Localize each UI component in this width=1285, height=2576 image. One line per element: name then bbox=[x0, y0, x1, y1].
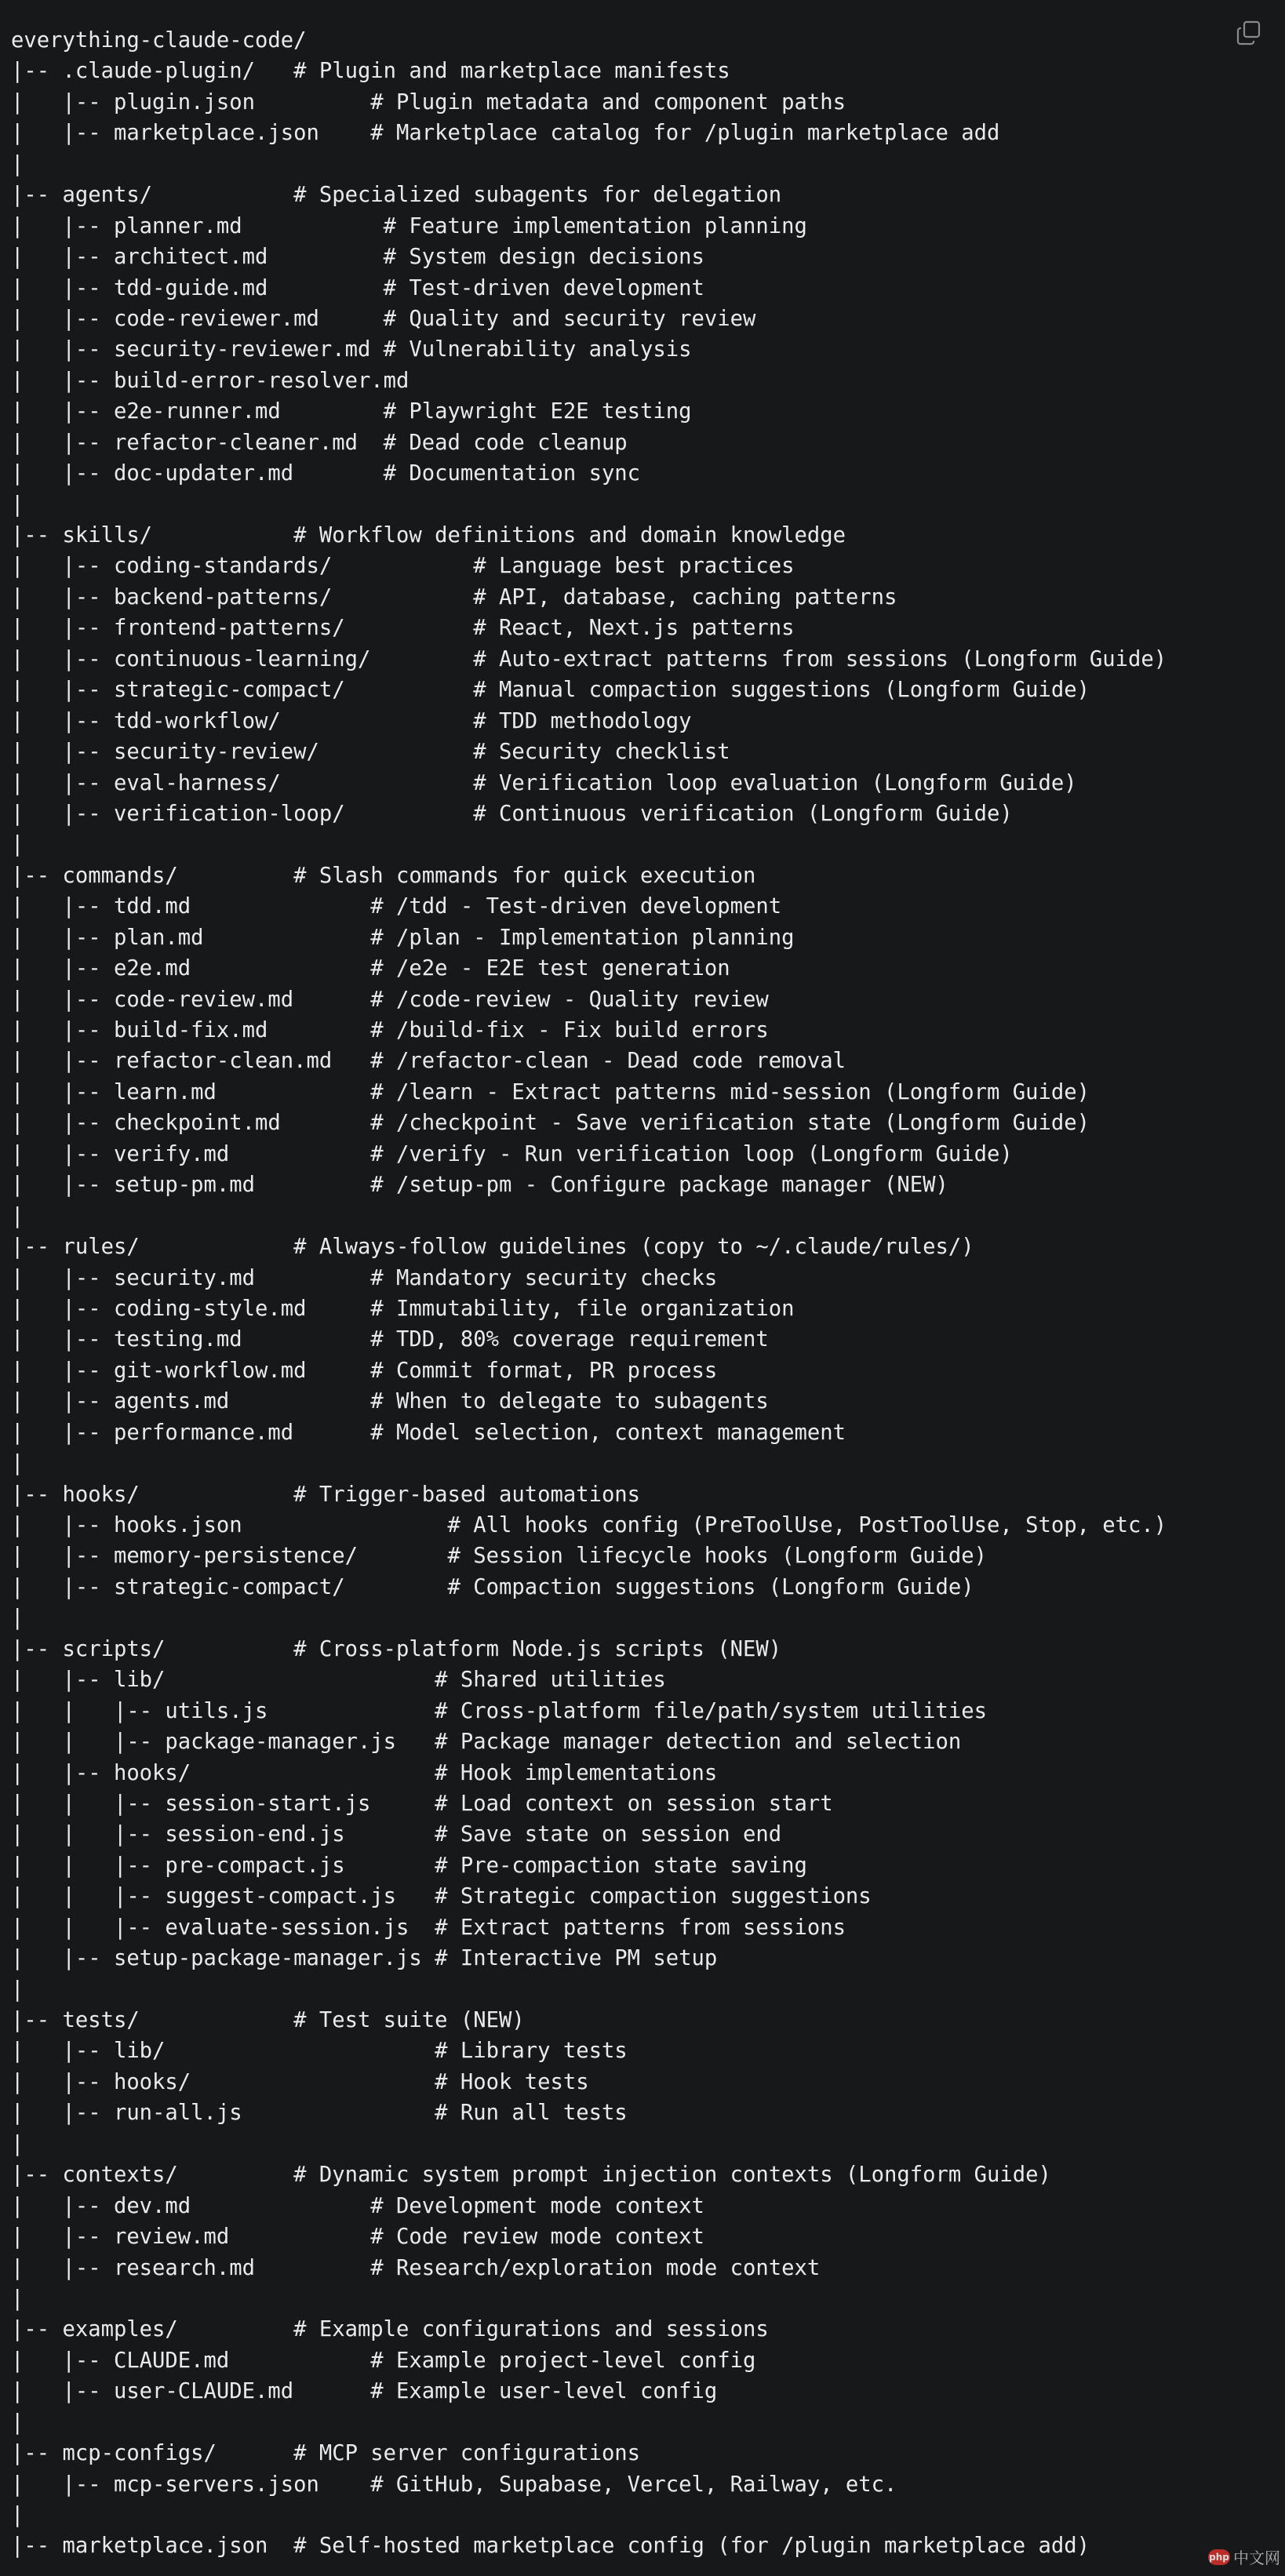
tree-line: | |-- dev.md # Development mode context bbox=[11, 2193, 704, 2218]
tree-line: | |-- plan.md # /plan - Implementation planning bbox=[11, 925, 795, 950]
tree-line: | |-- review.md # Code review mode context bbox=[11, 2225, 704, 2250]
tree-line: | |-- run-all.js # Run all tests bbox=[11, 2101, 628, 2126]
tree-line: | | |-- evaluate-session.js # Extract patterns from sessions bbox=[11, 1915, 846, 1940]
tree-line: | |-- hooks/ # Hook tests bbox=[11, 2069, 589, 2094]
tree-line: | |-- code-review.md # /code-review - Quality review bbox=[11, 987, 769, 1012]
tree-line: | | |-- session-start.js # Load context on session start bbox=[11, 1791, 833, 1816]
tree-line: | |-- git-workflow.md # Commit format, PR process bbox=[11, 1358, 718, 1383]
tree-line: | |-- marketplace.json # Marketplace catalog for /plugin marketplace add bbox=[11, 121, 1000, 146]
tree-line: | bbox=[11, 492, 24, 517]
tree-line: | |-- refactor-clean.md # /refactor-clean - Dead code removal bbox=[11, 1049, 846, 1074]
tree-line: | |-- coding-style.md # Immutability, file organization bbox=[11, 1296, 795, 1321]
tree-line: | |-- coding-standards/ # Language best practices bbox=[11, 554, 795, 579]
watermark-text: 中文网 bbox=[1233, 2549, 1280, 2567]
tree-line: | bbox=[11, 2131, 24, 2156]
tree-line: | bbox=[11, 2286, 24, 2311]
tree-line: | |-- hooks/ # Hook implementations bbox=[11, 1760, 718, 1785]
tree-line: | |-- performance.md # Model selection, context management bbox=[11, 1420, 846, 1445]
tree-line: | |-- planner.md # Feature implementation planning bbox=[11, 213, 807, 238]
tree-line: | |-- architect.md # System design decisions bbox=[11, 245, 704, 270]
tree-line: |-- examples/ # Example configurations and sessions bbox=[11, 2317, 769, 2342]
tree-line: | | |-- session-end.js # Save state on session end bbox=[11, 1822, 782, 1847]
tree-line: | |-- mcp-servers.json # GitHub, Supabase, Vercel, Railway, etc. bbox=[11, 2472, 897, 2497]
tree-line: | |-- e2e.md # /e2e - E2E test generation bbox=[11, 956, 730, 981]
tree-line: | |-- memory-persistence/ # Session lifecycle hooks (Longform Guide) bbox=[11, 1544, 987, 1569]
tree-line: | bbox=[11, 151, 24, 176]
tree-line: | bbox=[11, 832, 24, 857]
tree-line: | |-- plugin.json # Plugin metadata and component paths bbox=[11, 89, 846, 115]
tree-line: | bbox=[11, 1203, 24, 1228]
tree-line: | |-- refactor-cleaner.md # Dead code cleanup bbox=[11, 430, 628, 455]
tree-line: | |-- agents.md # When to delegate to subagents bbox=[11, 1389, 769, 1414]
tree-line: | |-- testing.md # TDD, 80% coverage requirement bbox=[11, 1327, 769, 1352]
tree-line: | |-- strategic-compact/ # Compaction suggestions (Longform Guide) bbox=[11, 1574, 974, 1599]
tree-line: | |-- frontend-patterns/ # React, Next.js patterns bbox=[11, 616, 795, 641]
tree-line: |-- contexts/ # Dynamic system prompt injection contexts (Longform Guide) bbox=[11, 2163, 1051, 2188]
directory-tree bbox=[11, 25, 1167, 2562]
tree-line: | |-- lib/ # Shared utilities bbox=[11, 1668, 666, 1693]
tree-line: |-- rules/ # Always-follow guidelines (copy to ~/.claude/rules/) bbox=[11, 1235, 974, 1260]
tree-line: | | |-- utils.js # Cross-platform file/path/system utilities bbox=[11, 1698, 987, 1723]
tree-line: | |-- build-fix.md # /build-fix - Fix build errors bbox=[11, 1018, 769, 1042]
tree-line: | |-- verification-loop/ # Continuous verification (Longform Guide) bbox=[11, 801, 1013, 826]
tree-line: | |-- setup-pm.md # /setup-pm - Configure package manager (NEW) bbox=[11, 1173, 948, 1198]
tree-line: | |-- tdd-guide.md # Test-driven development bbox=[11, 275, 704, 300]
tree-line: | |-- build-error-resolver.md bbox=[11, 368, 410, 393]
tree-line: | |-- backend-patterns/ # API, database, caching patterns bbox=[11, 584, 897, 609]
tree-line: | bbox=[11, 1977, 24, 2002]
tree-line: | |-- continuous-learning/ # Auto-extract patterns from sessions (Longform Guide) bbox=[11, 646, 1167, 671]
tree-line: | |-- security-reviewer.md # Vulnerability analysis bbox=[11, 337, 692, 362]
copy-button[interactable] bbox=[1235, 19, 1263, 47]
tree-line: |-- .claude-plugin/ # Plugin and marketplace manifests bbox=[11, 59, 730, 84]
tree-line: | |-- research.md # Research/exploration mode context bbox=[11, 2255, 821, 2280]
tree-line: |-- tests/ # Test suite (NEW) bbox=[11, 2008, 525, 2032]
tree-line: |-- marketplace.json # Self-hosted marketplace config (for /plugin marketplace add) bbox=[11, 2534, 1090, 2559]
tree-line: | |-- e2e-runner.md # Playwright E2E testing bbox=[11, 399, 692, 424]
tree-line: |-- agents/ # Specialized subagents for delegation bbox=[11, 183, 782, 208]
tree-line: | |-- doc-updater.md # Documentation sync bbox=[11, 461, 641, 486]
tree-line: | |-- checkpoint.md # /checkpoint - Save verification state (Longform Guide) bbox=[11, 1111, 1090, 1136]
tree-line: | bbox=[11, 2503, 24, 2527]
tree-line: | |-- learn.md # /learn - Extract patterns mid-session (Longform Guide) bbox=[11, 1079, 1090, 1104]
tree-line: | |-- lib/ # Library tests bbox=[11, 2039, 628, 2064]
tree-line: | |-- tdd-workflow/ # TDD methodology bbox=[11, 708, 692, 733]
tree-line: |-- skills/ # Workflow definitions and domain knowledge bbox=[11, 523, 846, 548]
tree-line: | |-- setup-package-manager.js # Interactive PM setup bbox=[11, 1946, 718, 1971]
tree-line: | |-- user-CLAUDE.md # Example user-level config bbox=[11, 2379, 718, 2404]
copy-icon bbox=[1235, 19, 1263, 47]
tree-line: | | |-- package-manager.js # Package manager detection and selection bbox=[11, 1730, 962, 1755]
tree-line: | |-- CLAUDE.md # Example project-level config bbox=[11, 2348, 756, 2373]
tree-line: | |-- code-reviewer.md # Quality and security review bbox=[11, 306, 756, 331]
tree-line: | | |-- suggest-compact.js # Strategic compaction suggestions bbox=[11, 1884, 872, 1909]
tree-line: | |-- hooks.json # All hooks config (PreToolUse, PostToolUse, Stop, etc.) bbox=[11, 1513, 1167, 1537]
tree-line: | |-- tdd.md # /tdd - Test-driven development bbox=[11, 894, 782, 919]
tree-line: | |-- security-review/ # Security checklist bbox=[11, 740, 730, 765]
tree-line: | |-- security.md # Mandatory security checks bbox=[11, 1265, 718, 1290]
watermark bbox=[1208, 2545, 1280, 2568]
tree-line: | |-- eval-harness/ # Verification loop evaluation (Longform Guide) bbox=[11, 770, 1077, 795]
tree-line: |-- scripts/ # Cross-platform Node.js scripts (NEW) bbox=[11, 1636, 782, 1661]
watermark-logo: php bbox=[1208, 2549, 1230, 2565]
tree-line: | |-- strategic-compact/ # Manual compaction suggestions (Longform Guide) bbox=[11, 678, 1090, 703]
tree-line: everything-claude-code/ bbox=[11, 28, 307, 53]
tree-line: | | |-- pre-compact.js # Pre-compaction state saving bbox=[11, 1853, 807, 1878]
tree-line: | bbox=[11, 1606, 24, 1631]
tree-line: | |-- verify.md # /verify - Run verification loop (Longform Guide) bbox=[11, 1141, 1013, 1166]
tree-line: |-- mcp-configs/ # MCP server configurations bbox=[11, 2441, 641, 2466]
tree-line: |-- commands/ # Slash commands for quick execution bbox=[11, 863, 756, 888]
tree-line: | bbox=[11, 1451, 24, 1476]
tree-line: | bbox=[11, 2410, 24, 2435]
tree-line: |-- hooks/ # Trigger-based automations bbox=[11, 1482, 641, 1507]
